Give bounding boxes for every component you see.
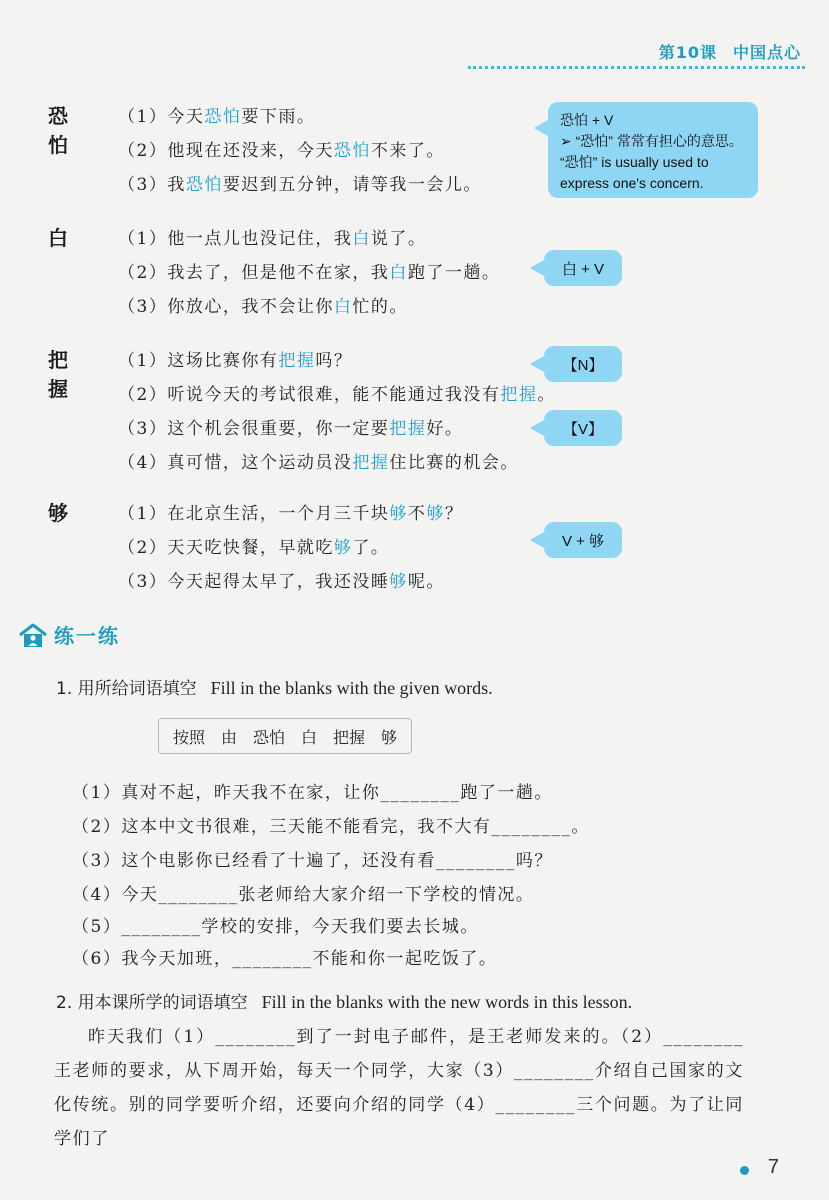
fill-item: （1）真对不起，昨天我不在家，让你________跑了一趟。 bbox=[72, 783, 553, 803]
answer-blank[interactable]: ________ bbox=[158, 885, 239, 905]
example-sentence: （1）他一点儿也没记住，我白说了。 bbox=[118, 229, 427, 249]
word-bank-item: 把握 bbox=[332, 727, 365, 747]
page-number-dot bbox=[740, 1166, 749, 1175]
example-sentence: （3）今天起得太早了，我还没睡够呢。 bbox=[118, 572, 445, 592]
example-sentence: （2）我去了，但是他不在家，我白跑了一趟。 bbox=[118, 263, 501, 283]
section-title: 练一练 bbox=[54, 624, 120, 648]
example-sentence: （4）真可惜，这个运动员没把握住比赛的机会。 bbox=[118, 453, 519, 473]
grammar-note-bubble: 恐怕 + V ➢ “恐怕” 常常有担心的意思。 “恐怕” is usually used to express one's concern. bbox=[548, 102, 758, 198]
word-bank-item: 按照 bbox=[172, 727, 205, 747]
fill-item: （5）________学校的安排，今天我们要去长城。 bbox=[72, 917, 479, 937]
example-sentence: （2）天天吃快餐，早就吃够了。 bbox=[118, 538, 390, 558]
example-sentence: （1）这场比赛你有把握吗？ bbox=[118, 351, 353, 371]
fill-item: （6）我今天加班，________不能和你一起吃饭了。 bbox=[72, 949, 498, 969]
exercise-1-instruction: 1. 用所给词语填空 Fill in the blanks with the given words. bbox=[56, 678, 493, 699]
answer-blank[interactable]: ________ bbox=[121, 917, 202, 937]
lesson-title: 中国点心 bbox=[732, 43, 801, 62]
fill-item: （3）这个电影你已经看了十遍了，还没有看________吗？ bbox=[72, 851, 553, 871]
word-bank-item: 恐怕 bbox=[252, 727, 285, 747]
answer-blank[interactable]: ________ bbox=[232, 949, 313, 969]
fill-item: （2）这本中文书很难，三天能不能看完，我不大有________。 bbox=[72, 817, 590, 837]
page-number: 7 bbox=[767, 1156, 779, 1178]
headword: 够 bbox=[48, 501, 68, 525]
word-bank-item: 白 bbox=[300, 727, 317, 747]
answer-blank[interactable]: ________ bbox=[491, 817, 572, 837]
word-bank-item: 够 bbox=[380, 727, 397, 747]
example-sentence: （3）你放心，我不会让你白忙的。 bbox=[118, 297, 408, 317]
word-bank bbox=[158, 718, 412, 754]
example-sentence: （1）今天恐怕要下雨。 bbox=[118, 107, 316, 127]
headword: 把握 bbox=[48, 348, 68, 401]
exercise-2-instruction: 2. 用本课所学的词语填空 Fill in the blanks with the new words in this lesson. bbox=[56, 992, 633, 1013]
header-dotted-rule bbox=[468, 66, 805, 69]
example-sentence: （3）我恐怕要迟到五分钟，请等我一会儿。 bbox=[118, 175, 482, 195]
word-bank-item: 由 bbox=[220, 727, 237, 747]
headword: 白 bbox=[48, 226, 68, 250]
noun-bubble: 【N】 bbox=[544, 346, 622, 382]
answer-blank[interactable]: ________ bbox=[435, 851, 516, 871]
example-sentence: （1）在北京生活，一个月三千块够不够？ bbox=[118, 504, 464, 524]
exercise-2-paragraph: 昨天我们（1）________到了一封电子邮件，是王老师发来的。（2）________王老师的要求，从下周开始，每天一个同学，大家（3）________介绍自己国家的文化传统。别的同学要听介绍，还要向介绍的同学（4）________三个问题。为了让同学们了 bbox=[54, 1027, 744, 1149]
fill-item: （4）今天________张老师给大家介绍一下学校的情况。 bbox=[72, 885, 535, 905]
answer-blank[interactable]: ________ bbox=[380, 783, 461, 803]
page-header bbox=[659, 40, 801, 63]
pattern-bubble: V + 够 bbox=[544, 522, 622, 558]
pattern-bubble: 白 + V bbox=[544, 250, 622, 286]
house-person-icon bbox=[18, 623, 48, 647]
example-sentence: （2）他现在还没来，今天恐怕不来了。 bbox=[118, 141, 445, 161]
headword: 恐怕 bbox=[48, 104, 68, 157]
lesson-number: 第10课 bbox=[658, 43, 717, 62]
verb-bubble: 【V】 bbox=[544, 410, 622, 446]
example-sentence: （2）听说今天的考试很难，能不能通过我没有把握。 bbox=[118, 385, 556, 405]
example-sentence: （3）这个机会很重要，你一定要把握好。 bbox=[118, 419, 464, 439]
practice-section-heading bbox=[18, 620, 120, 649]
